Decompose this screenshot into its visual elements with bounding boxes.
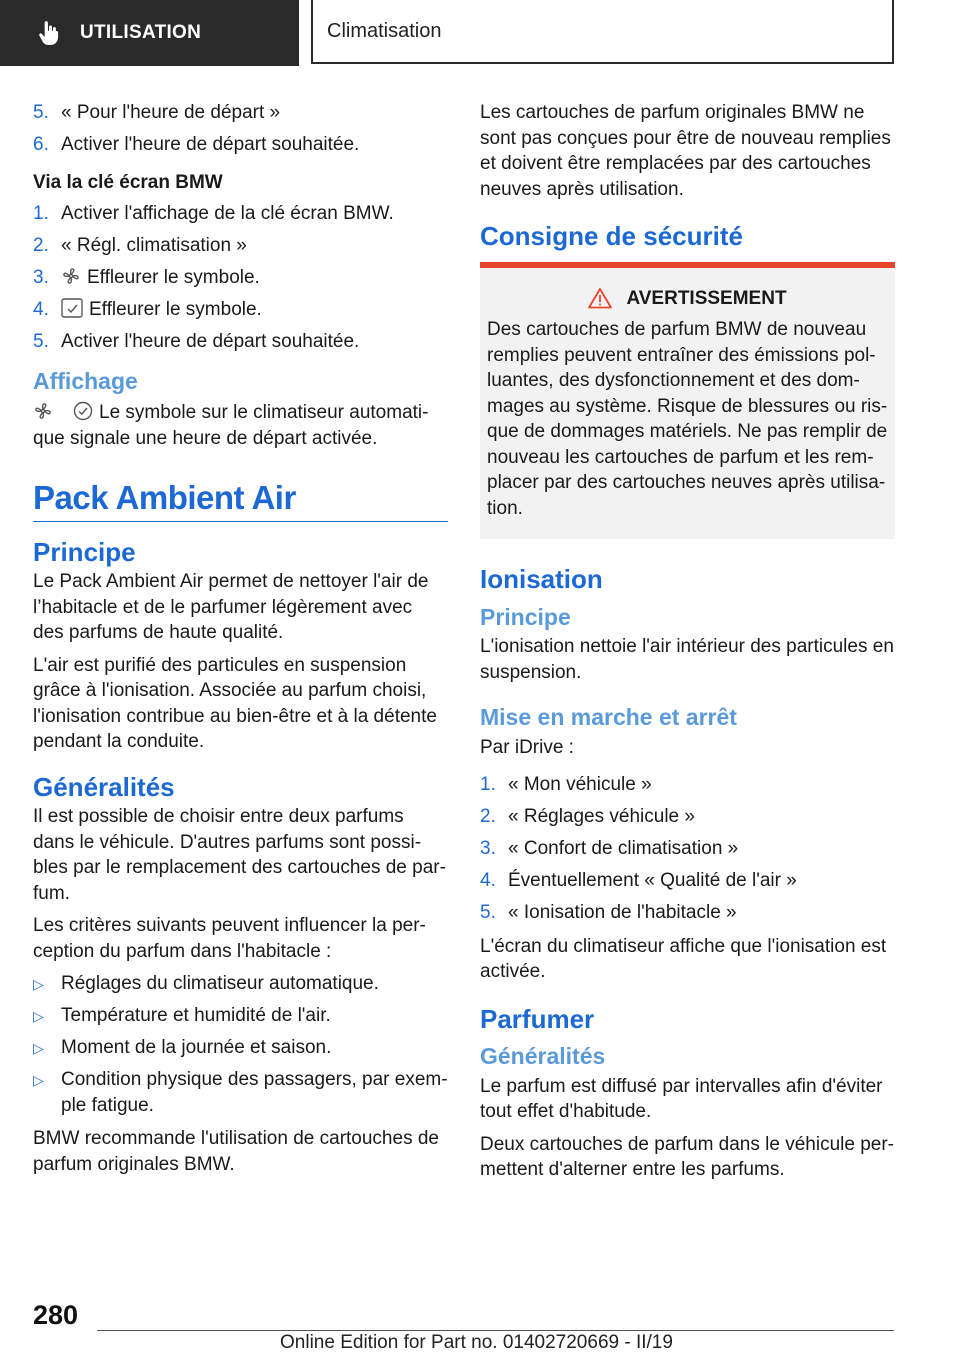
list-item: ▷ Moment de la journée et saison. — [33, 1035, 448, 1061]
chapter-header — [311, 0, 894, 64]
list-item: 1. Activer l'affichage de la clé écran BMW. — [33, 203, 394, 224]
ecran-paragraph: L'écran du climatiseur affiche que l'ionisation est activée. — [480, 935, 887, 982]
list-item: ▷ Condition physique des passagers, par exem-ple fatigue. — [33, 1069, 448, 1116]
list-item: 2. « Réglages véhicule » — [480, 806, 695, 827]
section-tab[interactable] — [0, 0, 299, 66]
clock-check-icon — [73, 401, 93, 421]
hand-pointer-icon — [36, 20, 62, 46]
generalites-heading: Généralités — [33, 771, 175, 802]
list-item: 3. Effleurer le symbole. — [33, 267, 260, 288]
fan-icon — [33, 401, 53, 421]
list-item: 5. Activer l'heure de départ souhaitée. — [33, 331, 360, 352]
fan-icon — [61, 266, 81, 286]
left-column — [33, 100, 448, 1184]
via-key-title: Via la clé écran BMW — [33, 171, 223, 193]
parfumer-generalites-heading: Généralités — [480, 1043, 606, 1069]
principe-paragraph-1: Le Pack Ambient Air permet de nettoyer l'air de l’habitacle et de le parfumer légèrement avec des parfums de haute qualité. — [33, 571, 429, 643]
warning-title-row — [487, 286, 888, 312]
ionisation-steps — [480, 772, 895, 926]
list-item: ▷ Réglages du climatiseur automatique. — [33, 971, 448, 997]
footer-rule — [97, 1330, 894, 1331]
heading-rule — [33, 521, 448, 522]
marche-arret-heading: Mise en marche et arrêt — [480, 704, 737, 730]
principe-heading: Principe — [33, 536, 136, 567]
list-item: 5. « Pour l'heure de départ » — [33, 102, 281, 123]
parfumer-paragraph-1: Le parfum est diffusé par intervalles afin d'éviter tout effet d'habitude. — [480, 1075, 883, 1122]
affichage-heading: Affichage — [33, 367, 138, 394]
list-item: 5. « Ionisation de l'habitacle » — [480, 902, 737, 923]
consigne-heading: Consigne de sécurité — [480, 221, 743, 251]
principe-paragraph-2: L'air est purifié des particules en suspension grâce à l'ionisation. Associée au parfum choisi, l'ionisation contribue au bien-être et à la détente pendant la conduite. — [33, 654, 437, 752]
triangle-bullet-icon: ▷ — [33, 1040, 44, 1056]
par-idrive-label: Par iDrive : — [480, 736, 574, 758]
triangle-bullet-icon: ▷ — [33, 976, 44, 992]
chapter-title: Climatisation — [327, 19, 442, 42]
page-number: 280 — [33, 1300, 79, 1330]
generalites-paragraph-1: Il est possible de choisir entre deux parfums dans le véhicule. D'autres parfums sont possi-bles par le remplacement des cartouches de par-fum. — [33, 806, 446, 904]
parfumer-heading: Parfumer — [480, 1003, 595, 1034]
warning-triangle-icon — [588, 287, 612, 309]
list-item: 2. « Régl. climatisation » — [33, 235, 247, 256]
pack-ambient-air-heading: Pack Ambient Air — [33, 479, 296, 516]
criteria-list — [33, 971, 448, 1118]
generalites-paragraph-2: Les critères suivants peuvent influencer la per-ception du parfum dans l'habitacle : — [33, 915, 426, 962]
list-item: 6. Activer l'heure de départ souhaitée. — [33, 134, 360, 155]
triangle-bullet-icon: ▷ — [33, 1072, 44, 1088]
list-item: 3. « Confort de climatisation » — [480, 838, 739, 859]
parfumer-paragraph-2: Deux cartouches de parfum dans le véhicule per-mettent d'alterner entre les parfums. — [480, 1133, 895, 1180]
section-title: UTILISATION — [80, 22, 202, 43]
step-list-start-time — [33, 100, 448, 158]
ionisation-heading: Ionisation — [480, 564, 603, 594]
list-item: ▷ Température et humidité de l'air. — [33, 1003, 448, 1029]
warning-text: Des cartouches de parfum BMW de nouveau remplies peuvent entraîner des émissions pol-luantes, des dysfonctionnement et des dom-mages au système. Risque de blessures ou ris-que de dommages matériels. Ne pas remplir de nouveau les cartouches de parfum et les rem-placer par des cartouches neuves après utilisa-tion. — [487, 319, 888, 519]
ionisation-principe-heading: Principe — [480, 603, 571, 630]
intro-paragraph: Les cartouches de parfum originales BMW ne sont pas conçues pour être de nouveau remplies et doivent être remplacées par des cartouches neuves après utilisation. — [480, 102, 891, 200]
list-item: 4. Éventuellement « Qualité de l'air » — [480, 870, 797, 891]
right-column — [480, 100, 895, 1190]
warning-title: AVERTISSEMENT — [626, 287, 787, 309]
list-item: 4. Effleurer le symbole. — [33, 299, 262, 320]
affichage-paragraph: Le symbole sur le climatiseur automati-que signale une heure de départ activée. — [33, 402, 429, 449]
ionisation-principe-text: L'ionisation nettoie l'air intérieur des particules en suspension. — [480, 636, 894, 683]
triangle-bullet-icon: ▷ — [33, 1008, 44, 1024]
warning-box — [480, 268, 895, 540]
list-item: 1. « Mon véhicule » — [480, 774, 652, 795]
edition-line: Online Edition for Part no. 01402720669 - II/19 — [280, 1332, 673, 1353]
generalites-paragraph-3: BMW recommande l'utilisation de cartouches de parfum originales BMW. — [33, 1128, 439, 1175]
step-list-display-key — [33, 201, 448, 355]
timer-button-icon — [61, 298, 83, 318]
